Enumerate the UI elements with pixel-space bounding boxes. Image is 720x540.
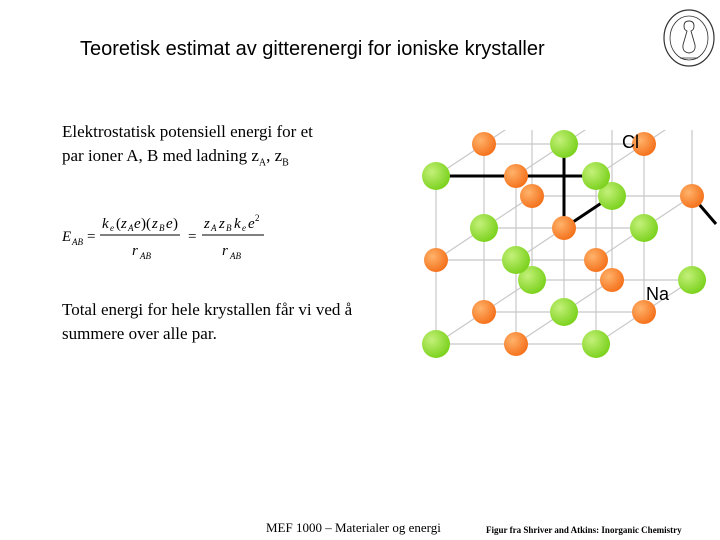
- svg-text:e: e: [166, 216, 173, 232]
- cl-ion: [550, 130, 578, 158]
- na-ion: [520, 184, 544, 208]
- slide-title: Teoretisk estimat av gitterenergi for ioniske krystaller: [80, 38, 545, 60]
- svg-text:=: =: [87, 229, 96, 245]
- na-ion: [600, 268, 624, 292]
- svg-text:B: B: [226, 223, 232, 233]
- na-ion: [504, 164, 528, 188]
- svg-text:z: z: [204, 216, 210, 232]
- na-ion: [552, 216, 576, 240]
- svg-text:A: A: [211, 223, 217, 233]
- coulomb-energy-equation: [62, 208, 322, 266]
- svg-text:z: z: [152, 216, 158, 232]
- cl-ion: [550, 298, 578, 326]
- cl-ion: [630, 214, 658, 242]
- svg-text:k: k: [102, 216, 109, 232]
- svg-text:(: (: [116, 216, 121, 232]
- na-ion: [472, 300, 496, 324]
- svg-text:e: e: [242, 223, 246, 233]
- eq-r-sub-1: AB: [140, 251, 151, 261]
- na-ion: [504, 332, 528, 356]
- cl-ion: [470, 214, 498, 242]
- na-ion: [680, 184, 704, 208]
- svg-text:z: z: [219, 216, 225, 232]
- svg-text:A: A: [128, 223, 134, 233]
- svg-text:e: e: [110, 223, 114, 233]
- eq-r-sub-2: AB: [230, 251, 241, 261]
- university-seal-logo: [662, 8, 716, 68]
- energy-description-line1: Elektrostatisk potensiell energi for et: [62, 122, 313, 141]
- svg-text:)(: )(: [141, 216, 151, 232]
- eq-r-1: r: [132, 243, 138, 259]
- figure-credit: Figur fra Shriver and Atkins: Inorganic Chemistry: [486, 525, 682, 535]
- svg-text:e: e: [248, 216, 255, 232]
- svg-text:B: B: [159, 223, 165, 233]
- na-ion: [472, 132, 496, 156]
- svg-text:=: =: [188, 229, 197, 245]
- energy-description-line2: par ioner A, B med ladning $z_A$, $z_B$: [62, 146, 289, 169]
- svg-text:2: 2: [255, 213, 260, 223]
- cl-ion: [582, 330, 610, 358]
- na-label: Na: [646, 284, 670, 304]
- cl-ion: [502, 246, 530, 274]
- cl-ion: [678, 266, 706, 294]
- cl-ion: [422, 330, 450, 358]
- svg-text:z: z: [121, 216, 127, 232]
- energy-description: [62, 120, 313, 175]
- course-footer: MEF 1000 – Materialer og energi: [266, 520, 441, 535]
- total-energy-line2: summere over alle par.: [62, 324, 217, 343]
- cl-label: Cl: [622, 132, 639, 152]
- svg-text:E: E: [62, 229, 72, 245]
- eq-r-2: r: [222, 243, 228, 259]
- total-energy-description: [62, 298, 352, 346]
- cl-ion: [582, 162, 610, 190]
- cl-ion: [422, 162, 450, 190]
- svg-text:): ): [173, 216, 178, 232]
- eq-lhs-sub: AB: [72, 237, 83, 247]
- na-ion: [424, 248, 448, 272]
- na-ion: [584, 248, 608, 272]
- svg-text:e: e: [134, 216, 141, 232]
- nacl-crystal-lattice: [420, 130, 720, 400]
- svg-text:k: k: [234, 216, 241, 232]
- total-energy-line1: Total energi for hele krystallen får vi ved å: [62, 300, 353, 319]
